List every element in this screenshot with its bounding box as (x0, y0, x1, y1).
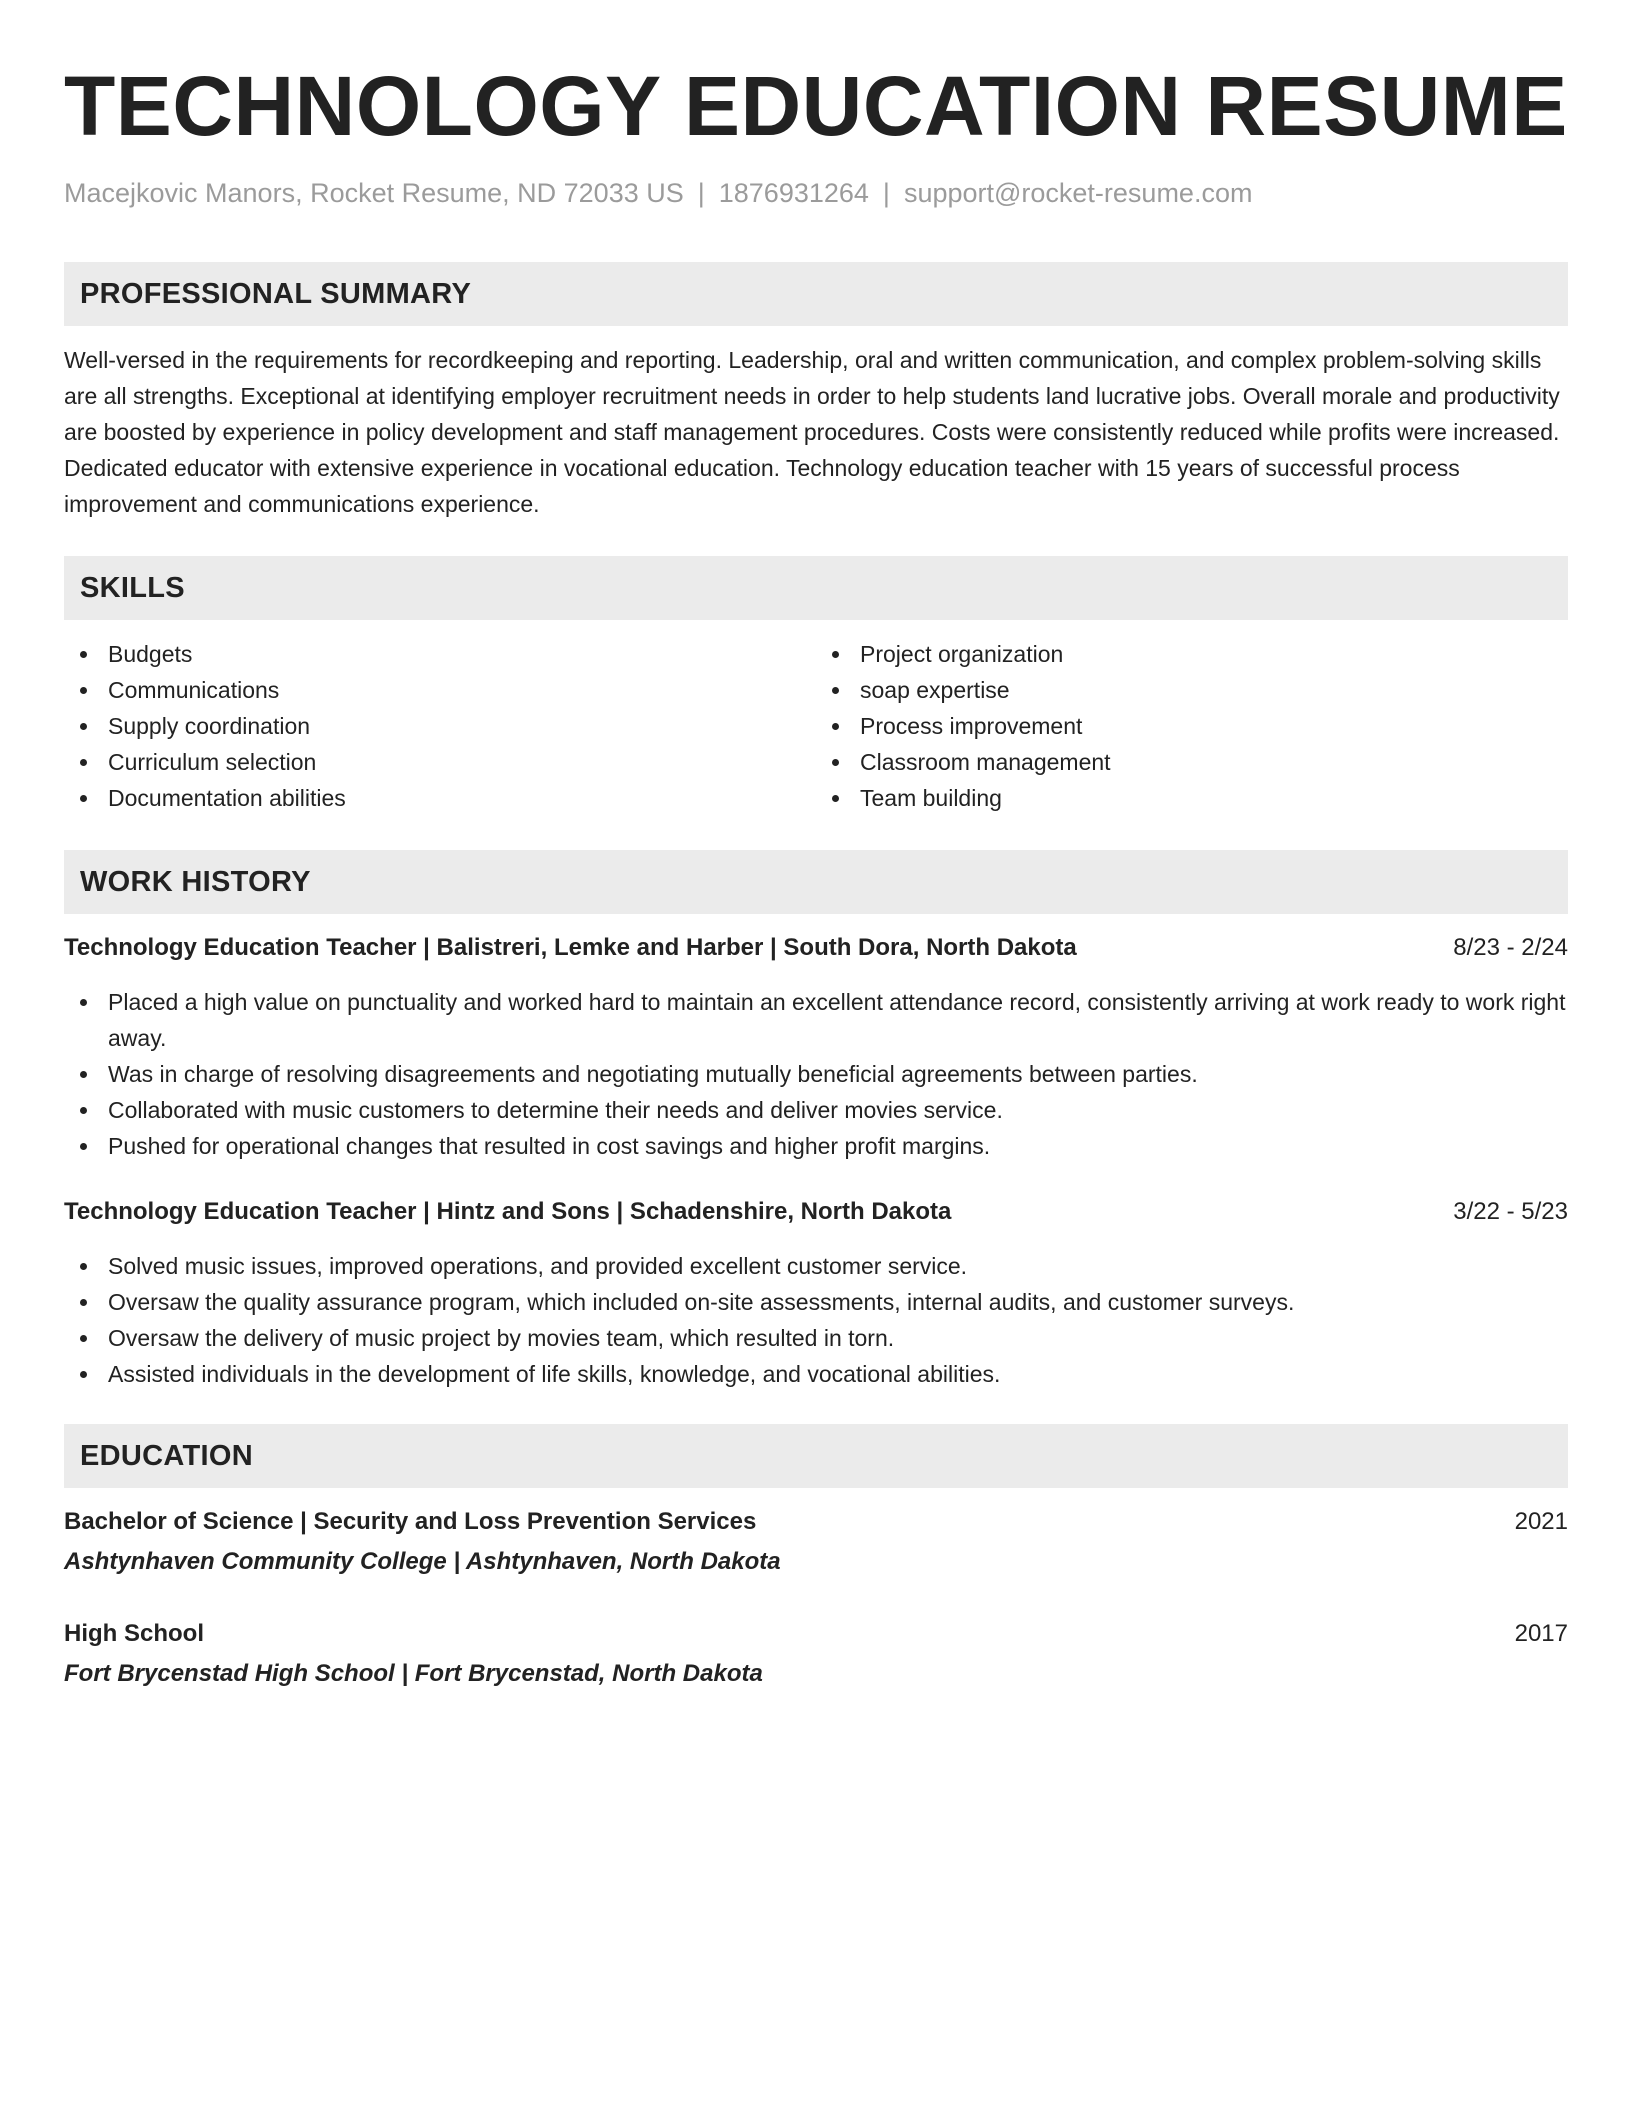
bullet-icon (832, 795, 839, 802)
job-bullet-text: Pushed for operational changes that resulted in cost savings and higher profit margins. (108, 1133, 991, 1159)
job-bullet (64, 1092, 1568, 1128)
bullet-icon (80, 1263, 87, 1270)
bullet-icon (80, 723, 87, 730)
job-bullet (64, 1248, 1568, 1284)
job-bullet (64, 1128, 1568, 1164)
bullet-icon (832, 687, 839, 694)
job-bullet-text: Assisted individuals in the development of life skills, knowledge, and vocational abilities. (108, 1361, 1001, 1387)
job-title: Technology Education Teacher | Hintz and Sons | Schadenshire, North Dakota (64, 1198, 952, 1225)
job-bullet-text: Was in charge of resolving disagreements and negotiating mutually beneficial agreements between parties. (108, 1061, 1198, 1087)
contact-separator: | (697, 178, 705, 208)
job-bullet (64, 984, 1568, 1056)
skill-item (816, 744, 1568, 780)
job-header (64, 1194, 1568, 1230)
skill-item (816, 708, 1568, 744)
skill-item (64, 708, 816, 744)
skill-label: Curriculum selection (108, 749, 317, 775)
degree-title: Bachelor of Science | Security and Loss Prevention Services (64, 1508, 757, 1535)
job-bullet (64, 1056, 1568, 1092)
bullet-icon (80, 795, 87, 802)
skill-label: Documentation abilities (108, 785, 346, 811)
job-bullets (64, 984, 1568, 1164)
bullet-icon (832, 723, 839, 730)
skill-item (64, 672, 816, 708)
skill-label: Team building (860, 785, 1002, 811)
work-history-section-heading: WORK HISTORY (64, 850, 1568, 914)
job-bullets (64, 1248, 1568, 1392)
skill-label: Budgets (108, 641, 193, 667)
skill-item (64, 636, 816, 672)
contact-line (64, 176, 1568, 210)
skill-label: Communications (108, 677, 280, 703)
contact-separator: | (882, 178, 890, 208)
education-header (64, 1616, 1568, 1652)
job-dates: 8/23 - 2/24 (1453, 934, 1568, 961)
skill-label: Supply coordination (108, 713, 311, 739)
skill-label: Classroom management (860, 749, 1111, 775)
bullet-icon (80, 1371, 87, 1378)
bullet-icon (80, 687, 87, 694)
skill-item (816, 672, 1568, 708)
graduation-year: 2021 (1514, 1508, 1568, 1535)
skill-label: Project organization (860, 641, 1064, 667)
skill-item (64, 744, 816, 780)
contact-phone: 1876931264 (718, 178, 869, 208)
skill-item (816, 636, 1568, 672)
bullet-icon (80, 1143, 87, 1150)
job-bullet-text: Oversaw the quality assurance program, which included on-site assessments, internal audits, and customer surveys. (108, 1289, 1295, 1315)
contact-email: support@rocket-resume.com (903, 178, 1253, 208)
job-bullet-text: Placed a high value on punctuality and worked hard to maintain an excellent attendance record, consistently arriving at work ready to work right away. (108, 989, 1566, 1051)
skills-list (64, 636, 1568, 816)
job-entry (64, 930, 1568, 1164)
job-bullet-text: Solved music issues, improved operations, and provided excellent customer service. (108, 1253, 968, 1279)
degree-title: High School (64, 1620, 204, 1647)
job-bullet-text: Collaborated with music customers to determine their needs and deliver movies service. (108, 1097, 1003, 1123)
contact-address: Macejkovic Manors, Rocket Resume, ND 72033 US (64, 178, 684, 208)
education-entry (64, 1616, 1568, 1692)
job-title: Technology Education Teacher | Balistreri, Lemke and Harber | South Dora, North Dakota (64, 934, 1077, 961)
bullet-icon (80, 1299, 87, 1306)
education-section-heading: EDUCATION (64, 1424, 1568, 1488)
summary-section-heading: PROFESSIONAL SUMMARY (64, 262, 1568, 326)
bullet-icon (80, 1071, 87, 1078)
job-bullet (64, 1320, 1568, 1356)
bullet-icon (832, 651, 839, 658)
bullet-icon (80, 1335, 87, 1342)
bullet-icon (80, 759, 87, 766)
education-header (64, 1504, 1568, 1540)
school-name: Ashtynhaven Community College | Ashtynhaven, North Dakota (64, 1548, 781, 1575)
bullet-icon (80, 999, 87, 1006)
skill-label: Process improvement (860, 713, 1083, 739)
skill-item (816, 780, 1568, 816)
skill-label: soap expertise (860, 677, 1010, 703)
education-entry (64, 1504, 1568, 1580)
job-entry (64, 1194, 1568, 1392)
job-header (64, 930, 1568, 966)
job-bullet-text: Oversaw the delivery of music project by movies team, which resulted in torn. (108, 1325, 895, 1351)
resume-title: TECHNOLOGY EDUCATION RESUME (64, 59, 1568, 153)
bullet-icon (832, 759, 839, 766)
bullet-icon (80, 1107, 87, 1114)
school-name: Fort Brycenstad High School | Fort Brycenstad, North Dakota (64, 1660, 763, 1687)
skill-item (64, 780, 816, 816)
bullet-icon (80, 651, 87, 658)
job-bullet (64, 1356, 1568, 1392)
job-dates: 3/22 - 5/23 (1453, 1198, 1568, 1225)
summary-text: Well-versed in the requirements for recordkeeping and reporting. Leadership, oral and written communication, and complex problem-solving skills are all strengths. Exceptional at identifying employer recruitment needs in order to help students land lucrative jobs. Overall morale and productivity are boosted by experience in policy development and staff management procedures. Costs were consistently reduced while profits were increased. Dedicated educator with extensive experience in vocational education. Technology education teacher with 15 years of successful process improvement and communications experience. (64, 347, 1560, 517)
skills-column-left (64, 636, 816, 816)
skills-column-right (816, 636, 1568, 816)
job-bullet (64, 1284, 1568, 1320)
skills-section-heading: SKILLS (64, 556, 1568, 620)
graduation-year: 2017 (1514, 1620, 1568, 1647)
